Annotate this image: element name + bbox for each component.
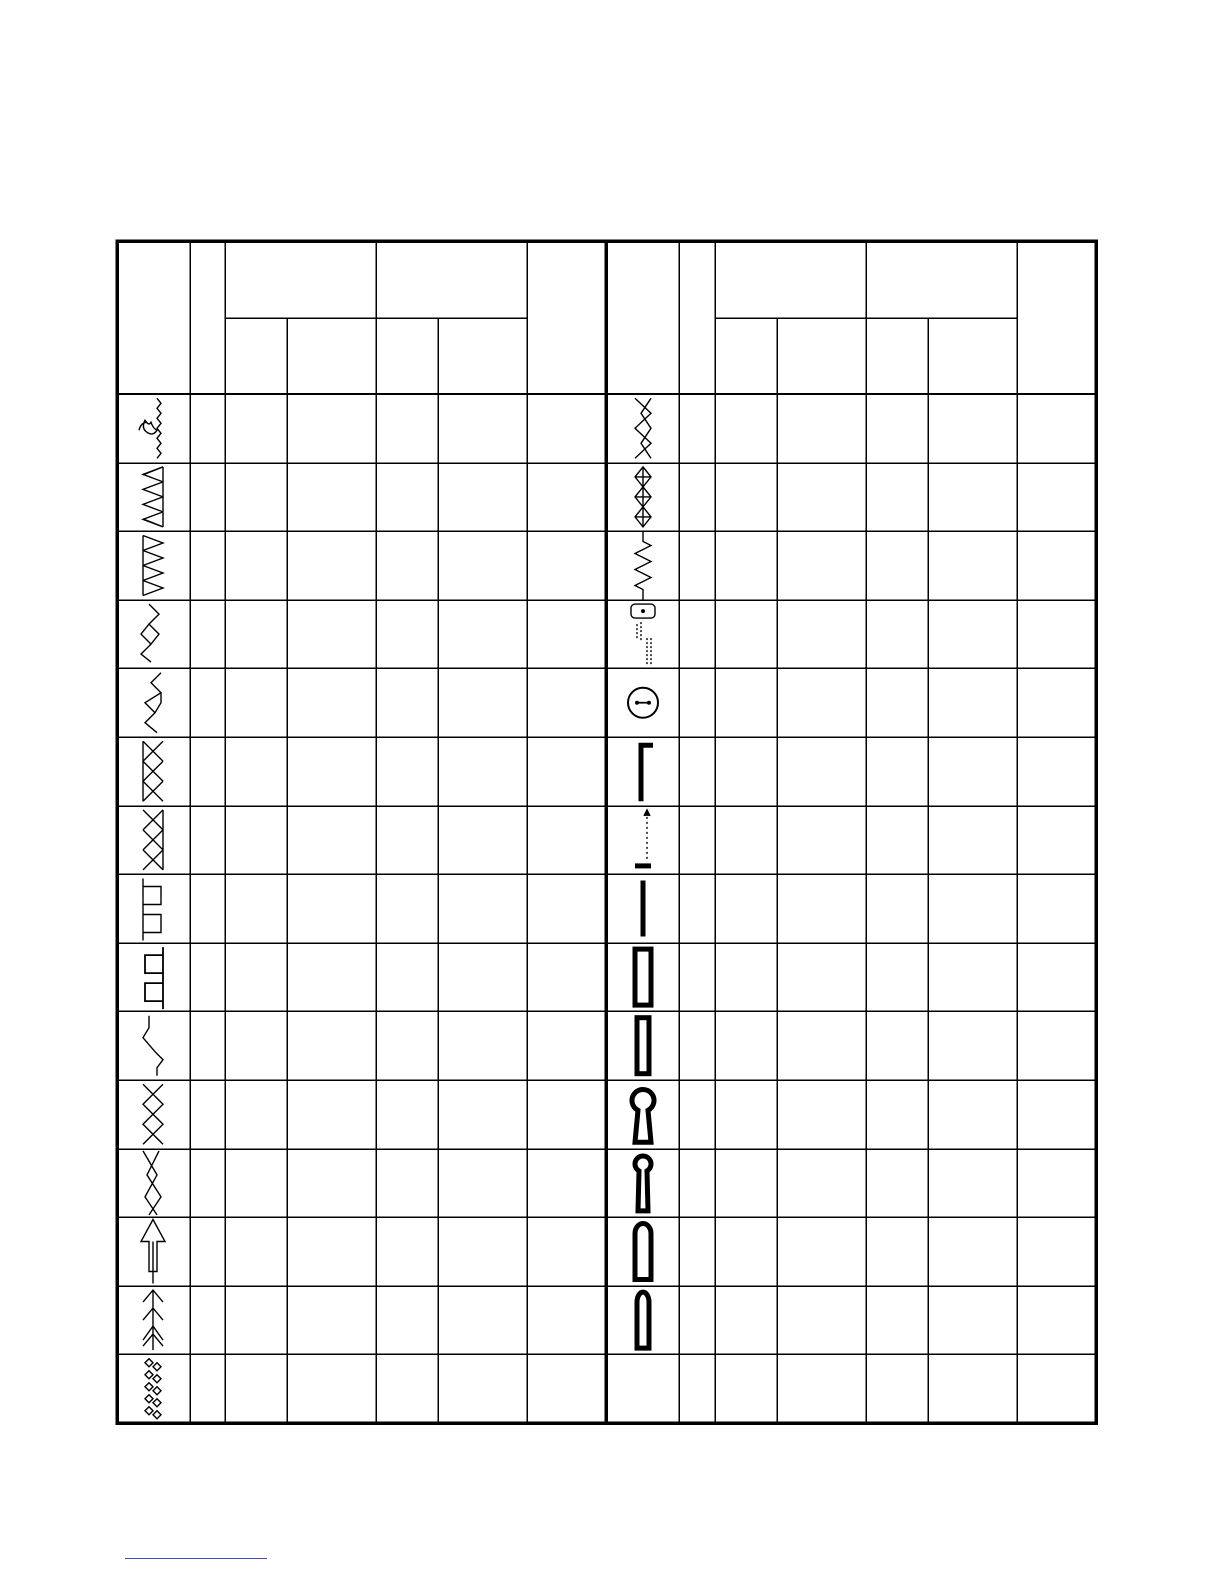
knot-stitch-icon [145, 1359, 161, 1419]
double-diamond-stitch-icon [143, 810, 163, 870]
applique-stitch-icon [139, 398, 161, 458]
keyhole-buttonhole-narrow-icon [635, 1156, 651, 1211]
right-stitch-icons [628, 398, 658, 1348]
diamond-zigzag-stitch-alt-icon [145, 673, 161, 733]
diamond-chain-stitch-icon [143, 741, 163, 801]
double-diamond-arrow-stitch-icon [635, 467, 651, 527]
button-sewing-dotted-icon [631, 604, 655, 664]
open-cross-stitch-icon [143, 1151, 161, 1215]
left-stitch-icons [139, 398, 165, 1418]
open-square-stitch-icon [143, 879, 161, 941]
footer-link-underline [125, 1558, 267, 1559]
corner-tack-icon [641, 745, 653, 801]
single-zigzag-stitch-icon [143, 1016, 163, 1076]
arrowhead-stitch-icon [143, 1290, 163, 1350]
double-triangle-stitch-icon [635, 398, 651, 458]
buttonhole-square-wide-icon [635, 949, 651, 1005]
round-end-buttonhole-wide-icon [635, 1224, 651, 1280]
dotted-arrow-tack-icon [635, 810, 651, 866]
triangle-edge-stitch-icon [143, 467, 163, 527]
table-grid [117, 241, 1096, 1423]
diamond-zigzag-stitch-icon [141, 604, 159, 662]
buttonhole-square-narrow-icon [637, 1018, 649, 1074]
round-end-buttonhole-narrow-icon [637, 1292, 649, 1348]
button-circle-icon [628, 688, 658, 718]
reverse-triangle-edge-stitch-icon [143, 536, 163, 596]
zigzag-line-stitch-icon [635, 532, 651, 600]
keyhole-buttonhole-wide-icon [632, 1090, 654, 1143]
arrow-stitch-icon [141, 1220, 165, 1284]
cross-stitch-icon [143, 1084, 163, 1144]
closed-square-stitch-icon [145, 947, 163, 1009]
